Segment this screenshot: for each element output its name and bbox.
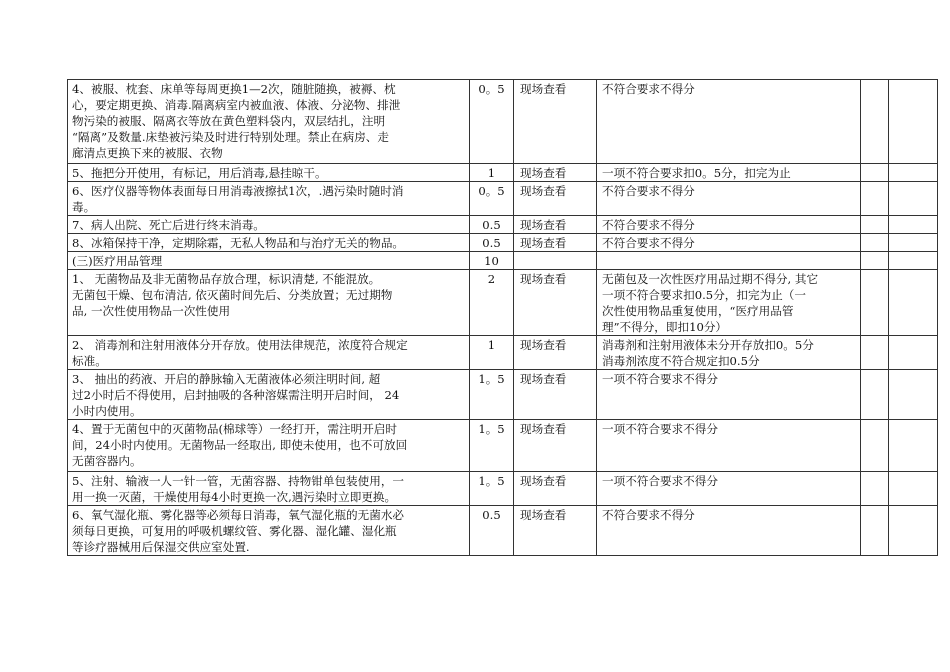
standard-cell — [597, 370, 861, 420]
item-text-line: 过2小时后不得使用，启封抽吸的各种溶媒需注明开启时间， 24 — [72, 388, 400, 402]
score-cell: 0。5 — [470, 182, 514, 216]
standard-cell — [597, 420, 861, 472]
standard-cell — [597, 182, 861, 216]
item-cell — [68, 472, 470, 506]
standard-cell — [597, 216, 861, 234]
standard-cell — [597, 80, 861, 164]
item-text-line: 品, 一次性使用物品一次性使用 — [72, 304, 231, 318]
score-cell: 0.5 — [470, 216, 514, 234]
method-cell: 现场查看 — [514, 182, 597, 216]
table-row — [68, 472, 938, 506]
empty-cell — [861, 506, 889, 556]
empty-cell — [889, 216, 938, 234]
item-text-line: 6、医疗仪器等物体表面每日用消毒液擦拭1次，.遇污染时随时消 — [72, 184, 404, 198]
standard-text-line: 不符合要求不得分 — [602, 82, 695, 96]
score-cell: 1。5 — [470, 472, 514, 506]
score-cell: 0.5 — [470, 234, 514, 252]
item-text-line: 5、拖把分开使用，有标记，用后消毒,悬挂晾干。 — [72, 166, 327, 180]
item-text-line: 4、被服、枕套、床单等每周更换1—2次，随脏随换，被褥、枕 — [72, 82, 396, 96]
method-cell: 现场查看 — [514, 336, 597, 370]
item-text-line: 用一换一灭菌，干燥使用每4小时更换一次,遇污染时立即更换。 — [72, 490, 397, 504]
item-text-line: 须每日更换，可复用的呼吸机螺纹管、雾化器、湿化罐、湿化瓶 — [72, 524, 397, 538]
standard-text-line: 一项不符合要求扣0。5分，扣完为止 — [602, 166, 791, 180]
method-cell: 现场查看 — [514, 80, 597, 164]
empty-cell — [861, 234, 889, 252]
item-text-line: 6、氧气湿化瓶、雾化器等必须每日消毒，氧气湿化瓶的无菌水必 — [72, 508, 405, 522]
empty-cell — [889, 252, 938, 270]
standard-text-line: 一项不符合要求不得分 — [602, 372, 718, 386]
table-row — [68, 506, 938, 556]
item-text-line: “隔离”及数量.床垫被污染及时进行特别处理。禁止在病房、走 — [72, 130, 389, 144]
score-cell: 10 — [470, 252, 514, 270]
method-cell: 现场查看 — [514, 370, 597, 420]
standard-cell — [597, 506, 861, 556]
standard-text-line: 不符合要求不得分 — [602, 236, 695, 250]
item-text-line: 毒。 — [72, 200, 96, 214]
method-cell: 现场查看 — [514, 234, 597, 252]
item-text-line: 心，要定期更换、消毒.隔离病室内被血液、体液、分泌物、排泄 — [72, 98, 401, 112]
standard-text-line: 不符合要求不得分 — [602, 508, 695, 522]
method-cell: 现场查看 — [514, 216, 597, 234]
item-text-line: 5、注射、输液一人一针一管，无菌容器、持物钳单包装使用，一 — [72, 474, 405, 488]
standard-cell — [597, 270, 861, 336]
method-cell: 现场查看 — [514, 270, 597, 336]
item-text-line: 间，24小时内使用。无菌物品一经取出, 即使未使用，也不可放回 — [72, 438, 408, 452]
item-text-line: 廊清点更换下来的被服、衣物 — [72, 146, 223, 160]
table-row — [68, 216, 938, 234]
table-row — [68, 80, 938, 164]
empty-cell — [861, 252, 889, 270]
standard-cell — [597, 472, 861, 506]
score-cell: 0.5 — [470, 506, 514, 556]
standard-text-line: 消毒剂和注射用液体未分开存放扣0。5分 — [602, 338, 814, 352]
item-text-line: 等诊疗器械用后保湿交供应室处置. — [72, 540, 250, 554]
standard-cell — [597, 336, 861, 370]
standard-text-line: 不符合要求不得分 — [602, 218, 695, 232]
item-cell — [68, 234, 470, 252]
item-cell — [68, 370, 470, 420]
empty-cell — [861, 472, 889, 506]
score-cell: 1。5 — [470, 370, 514, 420]
item-cell — [68, 216, 470, 234]
item-text-line: (三)医疗用品管理 — [72, 254, 163, 268]
empty-cell — [889, 336, 938, 370]
table-row — [68, 336, 938, 370]
item-text-line: 4、置于无菌包中的灭菌物品(棉球等）一经打开，需注明开启时 — [72, 422, 397, 436]
table-row — [68, 234, 938, 252]
method-cell: 现场查看 — [514, 420, 597, 472]
empty-cell — [889, 164, 938, 182]
empty-cell — [889, 370, 938, 420]
standard-text-line: 一项不符合要求不得分 — [602, 474, 718, 488]
item-text-line: 无菌容器内。 — [72, 454, 142, 468]
item-text-line: 标准。 — [72, 354, 107, 368]
standard-cell — [597, 252, 861, 270]
inspection-table — [67, 79, 938, 556]
item-text-line: 3、 抽出的药液、开启的静脉输入无菌液体必须注明时间, 超 — [72, 372, 381, 386]
score-cell: 2 — [470, 270, 514, 336]
standard-text-line: 次性使用物品重复使用，“医疗用品管 — [602, 304, 794, 318]
item-text-line: 7、病人出院、死亡后进行终末消毒。 — [72, 218, 265, 232]
item-cell — [68, 270, 470, 336]
item-cell — [68, 164, 470, 182]
item-text-line: 1、 无菌物品及非无菌物品存放合理，标识清楚, 不能混放。 — [72, 272, 381, 286]
empty-cell — [889, 80, 938, 164]
empty-cell — [889, 182, 938, 216]
empty-cell — [861, 270, 889, 336]
empty-cell — [861, 164, 889, 182]
item-text-line: 小时内使用。 — [72, 404, 142, 418]
score-cell: 1 — [470, 336, 514, 370]
score-cell: 1。5 — [470, 420, 514, 472]
empty-cell — [889, 270, 938, 336]
item-text-line: 无菌包干燥、包布清洁, 依灭菌时间先后、分类放置；无过期物 — [72, 288, 393, 302]
item-text-line: 2、 消毒剂和注射用液体分开存放。使用法律规范，浓度符合规定 — [72, 338, 408, 352]
standard-text-line: 不符合要求不得分 — [602, 184, 695, 198]
standard-text-line: 一项不符合要求扣0.5分，扣完为止（一 — [602, 288, 806, 302]
item-cell — [68, 420, 470, 472]
empty-cell — [861, 216, 889, 234]
standard-text-line: 消毒剂浓度不符合规定扣0.5分 — [602, 354, 760, 368]
score-cell: 0。5 — [470, 80, 514, 164]
score-cell: 1 — [470, 164, 514, 182]
empty-cell — [861, 336, 889, 370]
empty-cell — [861, 420, 889, 472]
item-cell — [68, 252, 470, 270]
empty-cell — [889, 472, 938, 506]
method-cell: 现场查看 — [514, 164, 597, 182]
standard-text-line: 无菌包及一次性医疗用品过期不得分, 其它 — [602, 272, 819, 286]
standard-cell — [597, 164, 861, 182]
table-row — [68, 182, 938, 216]
method-cell: 现场查看 — [514, 472, 597, 506]
empty-cell — [889, 234, 938, 252]
table-row — [68, 420, 938, 472]
empty-cell — [861, 370, 889, 420]
item-cell — [68, 182, 470, 216]
item-cell — [68, 506, 470, 556]
table-row — [68, 370, 938, 420]
method-cell — [514, 252, 597, 270]
document-page — [67, 79, 938, 556]
table-row — [68, 252, 938, 270]
standard-text-line: 一项不符合要求不得分 — [602, 422, 718, 436]
standard-cell — [597, 234, 861, 252]
standard-text-line: 理”不得分，即扣10分） — [602, 320, 728, 334]
item-cell — [68, 336, 470, 370]
table-row — [68, 164, 938, 182]
empty-cell — [889, 420, 938, 472]
item-text-line: 8、冰箱保持干净，定期除霜，无私人物品和与治疗无关的物品。 — [72, 236, 405, 250]
item-cell — [68, 80, 470, 164]
item-text-line: 物污染的被服、隔离衣等放在黄色塑料袋内，双层结扎，注明 — [72, 114, 386, 128]
inspection-table-body — [68, 80, 938, 556]
table-row — [68, 270, 938, 336]
empty-cell — [861, 80, 889, 164]
method-cell: 现场查看 — [514, 506, 597, 556]
empty-cell — [861, 182, 889, 216]
empty-cell — [889, 506, 938, 556]
